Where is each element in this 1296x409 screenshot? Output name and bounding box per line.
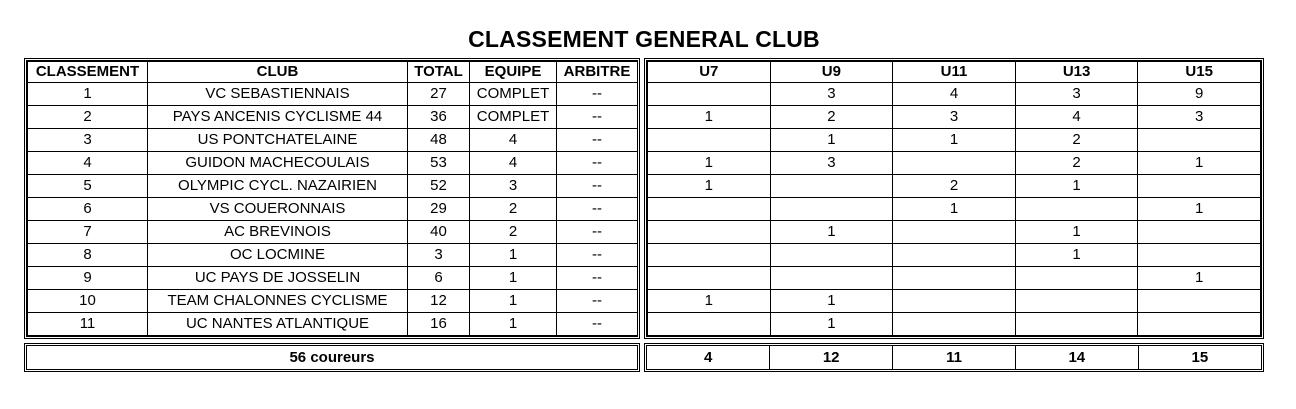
arbitre-cell: -- — [557, 83, 638, 106]
u15-cell — [1138, 313, 1261, 336]
u15-cell — [1138, 175, 1261, 198]
u7-cell — [648, 267, 771, 290]
arbitre-cell: -- — [557, 152, 638, 175]
table-row — [28, 198, 638, 221]
table-row — [648, 313, 1261, 336]
u15-cell — [1138, 290, 1261, 313]
rank-cell: 6 — [28, 198, 148, 221]
u13-cell: 3 — [1015, 83, 1138, 106]
table-row — [28, 267, 638, 290]
u15-cell — [1138, 221, 1261, 244]
riders-count: 56 coureurs — [289, 348, 375, 366]
header-total: TOTAL — [408, 62, 470, 83]
arbitre-cell: -- — [557, 106, 638, 129]
total-u9: 12 — [770, 346, 893, 369]
u13-cell — [1015, 267, 1138, 290]
u15-cell — [1138, 129, 1261, 152]
u15-cell — [1138, 244, 1261, 267]
table-row — [28, 244, 638, 267]
u15-cell: 1 — [1138, 152, 1261, 175]
club-cell: OLYMPIC CYCL. NAZAIRIEN — [148, 175, 408, 198]
u9-cell — [770, 244, 893, 267]
header-u7: U7 — [648, 62, 771, 83]
club-cell: GUIDON MACHECOULAIS — [148, 152, 408, 175]
u13-cell: 2 — [1015, 152, 1138, 175]
table-row — [648, 221, 1261, 244]
rank-cell: 10 — [28, 290, 148, 313]
total-u11: 11 — [893, 346, 1016, 369]
u7-cell: 1 — [648, 152, 771, 175]
u7-cell — [648, 313, 771, 336]
total-cell: 6 — [408, 267, 470, 290]
table-row — [648, 83, 1261, 106]
u13-cell — [1015, 198, 1138, 221]
u9-cell: 1 — [770, 129, 893, 152]
rank-cell: 5 — [28, 175, 148, 198]
u11-cell: 1 — [893, 198, 1016, 221]
club-cell: PAYS ANCENIS CYCLISME 44 — [148, 106, 408, 129]
club-cell: US PONTCHATELAINE — [148, 129, 408, 152]
u7-cell: 1 — [648, 175, 771, 198]
u7-cell: 1 — [648, 290, 771, 313]
table-row — [28, 129, 638, 152]
u11-cell — [893, 244, 1016, 267]
u7-cell — [648, 221, 771, 244]
u9-cell: 3 — [770, 83, 893, 106]
u13-cell — [1015, 313, 1138, 336]
riders-summary — [24, 343, 640, 372]
total-cell: 12 — [408, 290, 470, 313]
equipe-cell: 2 — [470, 221, 557, 244]
table-row — [648, 152, 1261, 175]
u13-cell — [1015, 290, 1138, 313]
u11-cell — [893, 313, 1016, 336]
equipe-cell: 1 — [470, 290, 557, 313]
u7-cell: 1 — [648, 106, 771, 129]
equipe-cell: 1 — [470, 244, 557, 267]
club-cell: AC BREVINOIS — [148, 221, 408, 244]
club-ranking-table — [24, 58, 640, 339]
u9-cell — [770, 198, 893, 221]
left-header-row — [28, 62, 638, 83]
header-arbitre: ARBITRE — [557, 62, 638, 83]
u11-cell: 4 — [893, 83, 1016, 106]
arbitre-cell: -- — [557, 175, 638, 198]
total-cell: 3 — [408, 244, 470, 267]
table-row — [648, 267, 1261, 290]
table-row — [648, 175, 1261, 198]
arbitre-cell: -- — [557, 198, 638, 221]
club-cell: VS COUERONNAIS — [148, 198, 408, 221]
u9-cell: 1 — [770, 290, 893, 313]
table-row — [28, 106, 638, 129]
table-row — [648, 129, 1261, 152]
u7-cell — [648, 129, 771, 152]
u13-cell: 4 — [1015, 106, 1138, 129]
u9-cell: 3 — [770, 152, 893, 175]
club-cell: VC SEBASTIENNAIS — [148, 83, 408, 106]
u11-cell: 3 — [893, 106, 1016, 129]
u11-cell: 1 — [893, 129, 1016, 152]
equipe-cell: COMPLET — [470, 106, 557, 129]
u15-cell: 3 — [1138, 106, 1261, 129]
u13-cell: 1 — [1015, 221, 1138, 244]
u11-cell — [893, 221, 1016, 244]
u13-cell: 1 — [1015, 175, 1138, 198]
arbitre-cell: -- — [557, 129, 638, 152]
u9-cell: 1 — [770, 313, 893, 336]
u9-cell — [770, 267, 893, 290]
total-cell: 16 — [408, 313, 470, 336]
total-u7: 4 — [703, 348, 713, 366]
club-cell: TEAM CHALONNES CYCLISME — [148, 290, 408, 313]
header-u11: U11 — [893, 62, 1016, 83]
rank-cell: 11 — [28, 313, 148, 336]
club-cell: UC PAYS DE JOSSELIN — [148, 267, 408, 290]
total-cell: 40 — [408, 221, 470, 244]
rank-cell: 1 — [28, 83, 148, 106]
total-cell: 48 — [408, 129, 470, 152]
rank-cell: 7 — [28, 221, 148, 244]
table-row — [28, 152, 638, 175]
table-row — [28, 175, 638, 198]
header-club: CLUB — [148, 62, 408, 83]
equipe-cell: COMPLET — [470, 83, 557, 106]
table-row — [28, 83, 638, 106]
rank-cell: 2 — [28, 106, 148, 129]
header-classement: CLASSEMENT — [28, 62, 148, 83]
u15-cell: 1 — [1138, 267, 1261, 290]
right-header-row — [648, 62, 1261, 83]
arbitre-cell: -- — [557, 290, 638, 313]
rank-cell: 9 — [28, 267, 148, 290]
equipe-cell: 4 — [470, 152, 557, 175]
u13-cell: 2 — [1015, 129, 1138, 152]
u11-cell — [893, 290, 1016, 313]
equipe-cell: 3 — [470, 175, 557, 198]
club-cell: OC LOCMINE — [148, 244, 408, 267]
table-row — [28, 290, 638, 313]
equipe-cell: 4 — [470, 129, 557, 152]
arbitre-cell: -- — [557, 221, 638, 244]
header-equipe: EQUIPE — [470, 62, 557, 83]
table-row — [648, 106, 1261, 129]
equipe-cell: 2 — [470, 198, 557, 221]
u7-cell — [648, 244, 771, 267]
table-row — [28, 313, 638, 336]
arbitre-cell: -- — [557, 267, 638, 290]
rank-cell: 8 — [28, 244, 148, 267]
u9-cell — [770, 175, 893, 198]
header-u13: U13 — [1015, 62, 1138, 83]
total-cell: 29 — [408, 198, 470, 221]
category-totals — [644, 343, 1264, 372]
rank-cell: 3 — [28, 129, 148, 152]
table-row — [648, 244, 1261, 267]
u9-cell: 1 — [770, 221, 893, 244]
page-title: CLASSEMENT GENERAL CLUB — [468, 26, 820, 52]
u15-cell: 1 — [1138, 198, 1261, 221]
u13-cell: 1 — [1015, 244, 1138, 267]
u11-cell — [893, 152, 1016, 175]
u7-cell — [648, 198, 771, 221]
table-row — [648, 290, 1261, 313]
u15-cell: 9 — [1138, 83, 1261, 106]
header-u9: U9 — [770, 62, 893, 83]
u11-cell: 2 — [893, 175, 1016, 198]
u9-cell: 2 — [770, 106, 893, 129]
club-cell: UC NANTES ATLANTIQUE — [148, 313, 408, 336]
category-table — [644, 58, 1264, 339]
u7-cell — [648, 83, 771, 106]
total-cell: 36 — [408, 106, 470, 129]
total-cell: 27 — [408, 83, 470, 106]
u11-cell — [893, 267, 1016, 290]
arbitre-cell: -- — [557, 313, 638, 336]
total-u13: 14 — [1015, 346, 1138, 369]
rank-cell: 4 — [28, 152, 148, 175]
arbitre-cell: -- — [557, 244, 638, 267]
total-u15: 15 — [1138, 346, 1261, 369]
table-row — [28, 221, 638, 244]
total-cell: 52 — [408, 175, 470, 198]
equipe-cell: 1 — [470, 267, 557, 290]
table-row — [648, 198, 1261, 221]
total-cell: 53 — [408, 152, 470, 175]
equipe-cell: 1 — [470, 313, 557, 336]
header-u15: U15 — [1138, 62, 1261, 83]
